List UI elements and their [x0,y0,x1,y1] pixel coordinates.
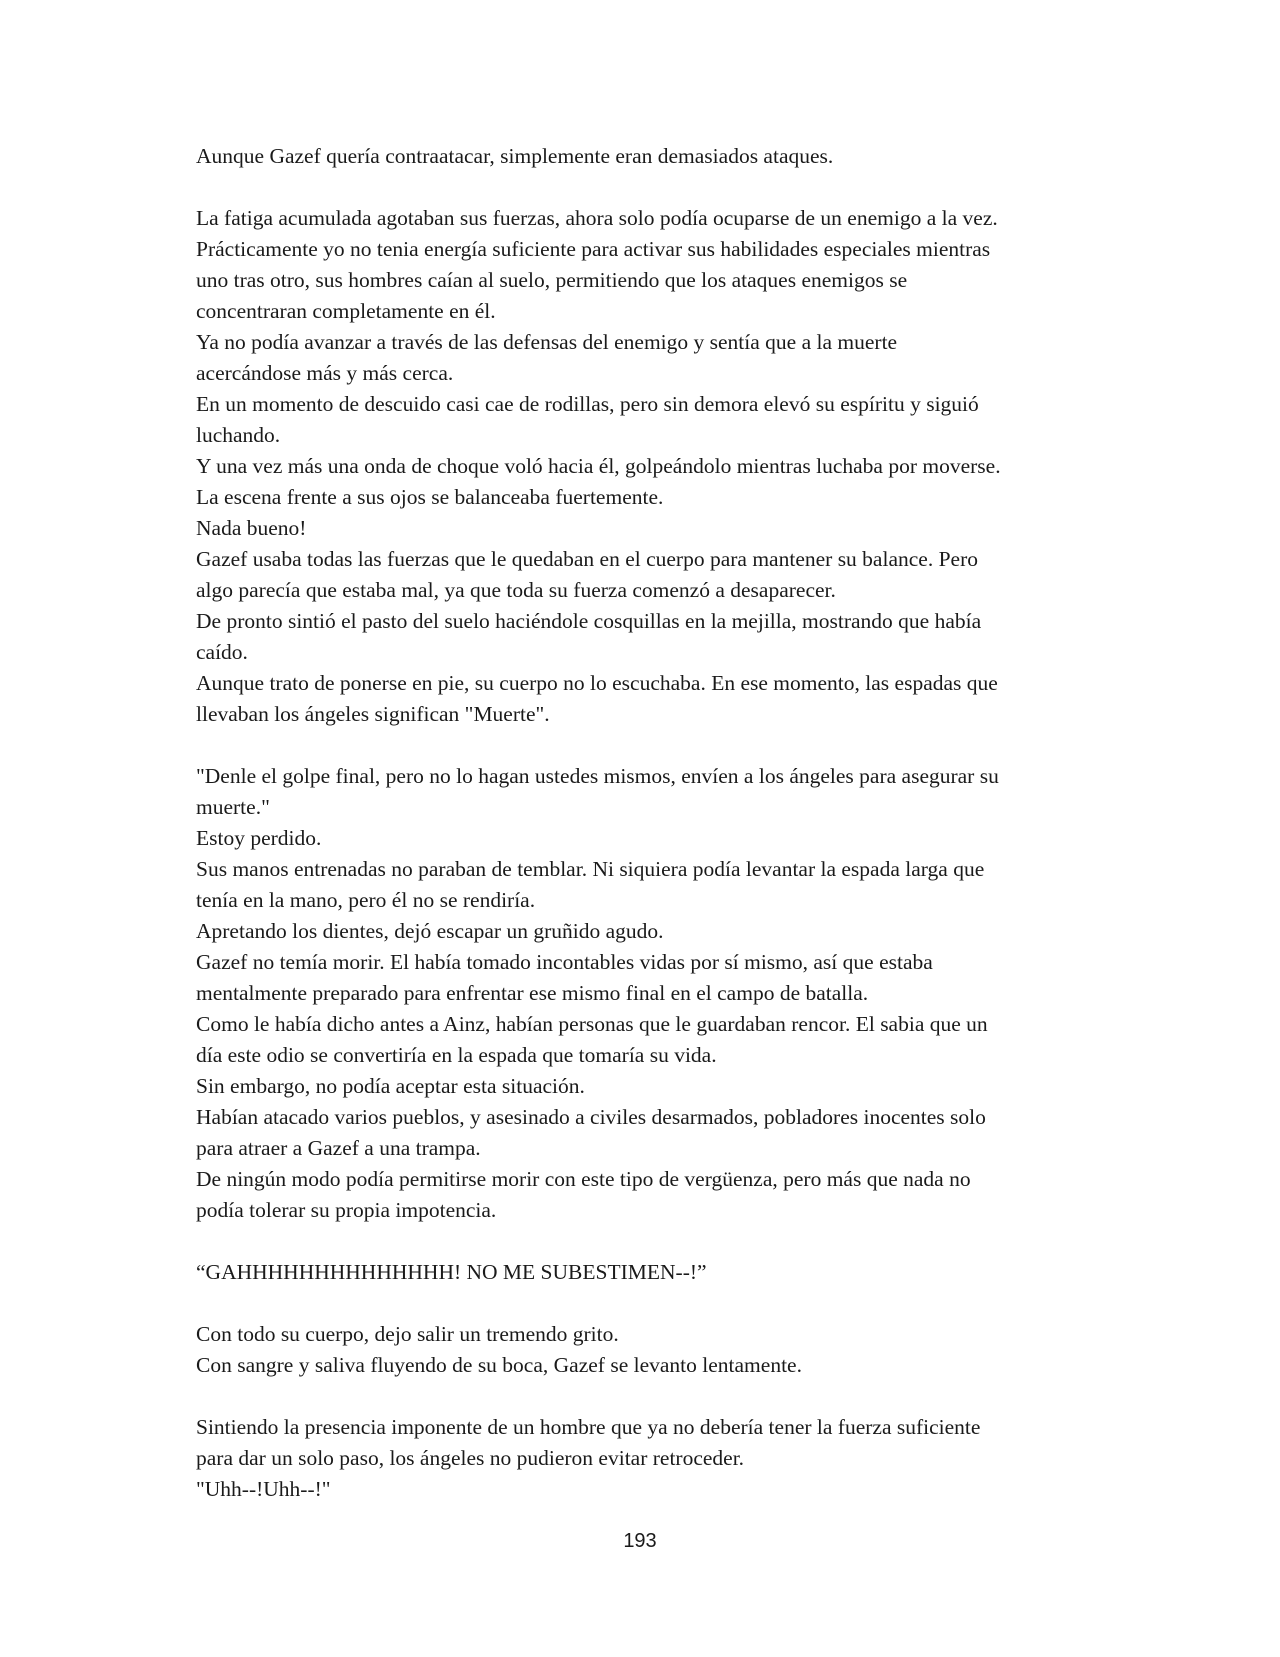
text-line: día este odio se convertiría en la espada que tomaría su vida. [196,1043,717,1067]
page-number: 193 [623,1530,657,1552]
text-line: Apretando los dientes, dejó escapar un gruñido agudo. [196,919,664,943]
text-line: muerte." [196,795,270,819]
paragraph-gap [196,1226,1096,1257]
text-line: "Denle el golpe final, pero no lo hagan ustedes mismos, envíen a los ángeles para asegurar su [196,764,999,788]
text-line: La fatiga acumulada agotaban sus fuerzas, ahora solo podía ocuparse de un enemigo a la vez. [196,206,998,230]
text-line: La escena frente a sus ojos se balanceaba fuertemente. [196,485,664,509]
text-line: Gazef usaba todas las fuerzas que le quedaban en el cuerpo para mantener su balance. Pero [196,547,978,571]
text-line: llevaban los ángeles significan "Muerte". [196,702,550,726]
text-line: uno tras otro, sus hombres caían al suelo, permitiendo que los ataques enemigos se [196,268,908,292]
text-line: Aunque trato de ponerse en pie, su cuerpo no lo escuchaba. En ese momento, las espadas que [196,671,998,695]
text-line: para dar un solo paso, los ángeles no pudieron evitar retroceder. [196,1446,745,1470]
paragraph-gap [196,172,1096,203]
text-line: tenía en la mano, pero él no se rendiría. [196,888,536,912]
text-line: mentalmente preparado para enfrentar ese mismo final en el campo de batalla. [196,981,869,1005]
text-line: acercándose más y más cerca. [196,361,454,385]
text-line: Como le había dicho antes a Ainz, habían personas que le guardaban rencor. El sabia que un [196,1012,988,1036]
text-line: Y una vez más una onda de choque voló hacia él, golpeándolo mientras luchaba por moverse. [196,454,1001,478]
text-line: Ya no podía avanzar a través de las defensas del enemigo y sentía que a la muerte [196,330,898,354]
text-line: De ningún modo podía permitirse morir con este tipo de vergüenza, pero más que nada no [196,1167,971,1191]
text-line: En un momento de descuido casi cae de rodillas, pero sin demora elevó su espíritu y siguió [196,392,979,416]
text-line: Estoy perdido. [196,826,322,850]
text-line: Con todo su cuerpo, dejo salir un tremendo grito. [196,1322,619,1346]
text-line: Aunque Gazef quería contraatacar, simplemente eran demasiados ataques. [196,144,834,168]
text-line: Nada bueno! [196,516,307,540]
text-line: caído. [196,640,248,664]
text-line: algo parecía que estaba mal, ya que toda su fuerza comenzó a desaparecer. [196,578,836,602]
paragraph-gap [196,730,1096,761]
text-line: "Uhh--!Uhh--!" [196,1477,331,1501]
text-line: “GAHHHHHHHHHHHHHH! NO ME SUBESTIMEN--!” [196,1260,707,1284]
paragraph-gap [196,1288,1096,1319]
text-line: Prácticamente yo no tenia energía suficiente para activar sus habilidades especiales mientras [196,237,991,261]
text-line: Sus manos entrenadas no paraban de temblar. Ni siquiera podía levantar la espada larga que [196,857,985,881]
text-line: Sin embargo, no podía aceptar esta situación. [196,1074,585,1098]
text-line: podía tolerar su propia impotencia. [196,1198,497,1222]
text-line: Gazef no temía morir. El había tomado incontables vidas por sí mismo, así que estaba [196,950,933,974]
text-line: para atraer a Gazef a una trampa. [196,1136,481,1160]
text-line: Habían atacado varios pueblos, y asesinado a civiles desarmados, pobladores inocentes solo [196,1105,986,1129]
paragraph-gap [196,1381,1096,1412]
text-line: Con sangre y saliva fluyendo de su boca, Gazef se levanto lentamente. [196,1353,802,1377]
text-line: De pronto sintió el pasto del suelo haciéndole cosquillas en la mejilla, mostrando que había [196,609,982,633]
text-line: luchando. [196,423,281,447]
text-line: Sintiendo la presencia imponente de un hombre que ya no debería tener la fuerza suficiente [196,1415,981,1439]
text-line: concentraran completamente en él. [196,299,496,323]
body-text [196,141,1096,1505]
